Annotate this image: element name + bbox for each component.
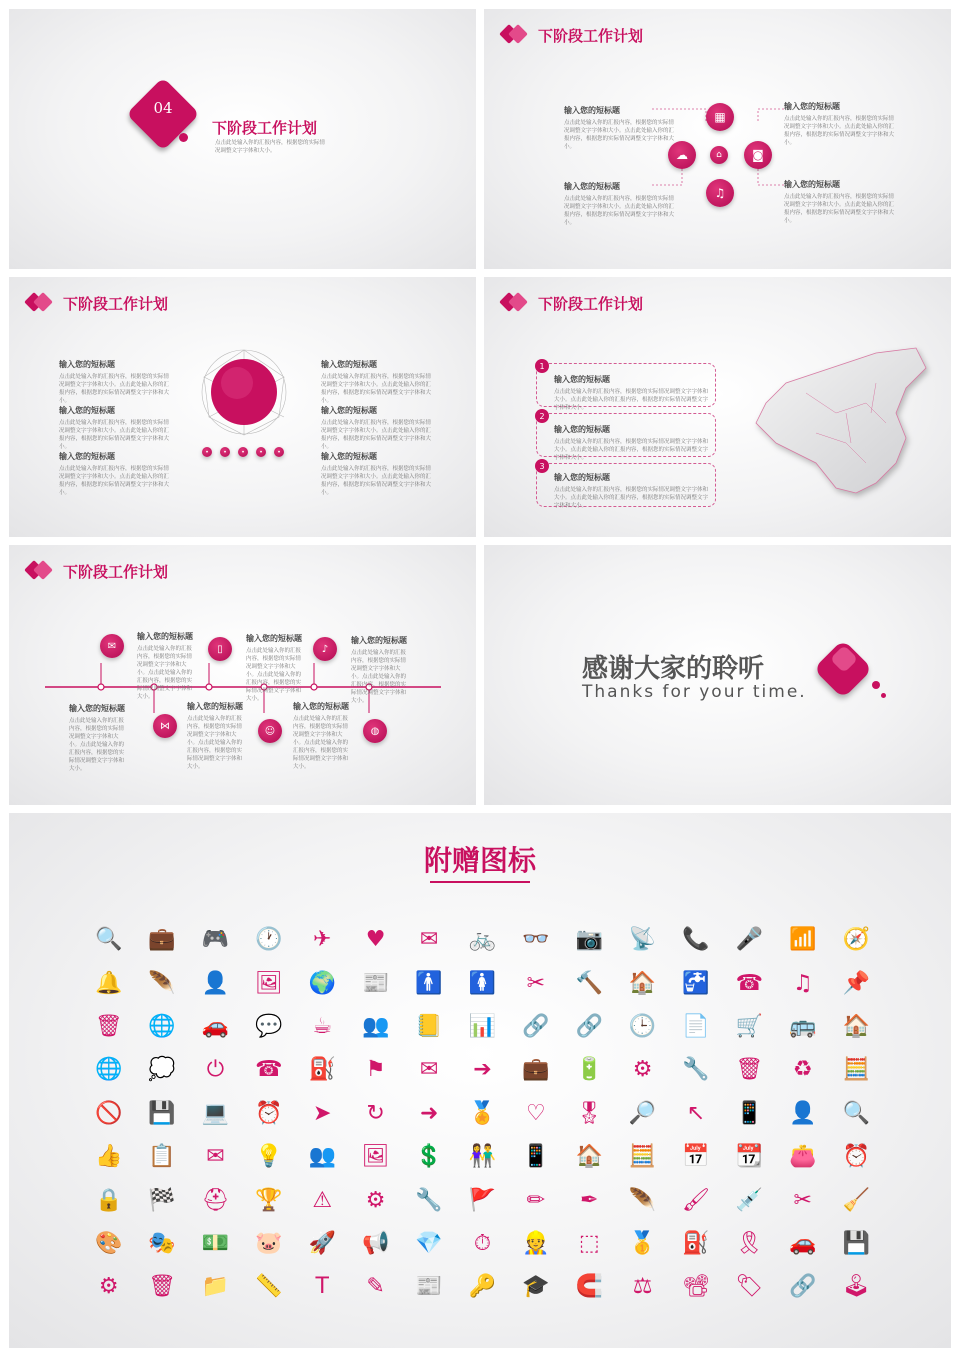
grid-icon: ➔ [473,1057,492,1083]
slide-title: 下阶段工作计划 [63,563,169,581]
mini-icon: • [256,447,266,457]
thanks-cn: 感谢大家的聆听 [582,654,765,684]
hub-center-icon: ⌂ [710,146,728,164]
grid-icon: 🔑 [468,1274,497,1300]
grid-icon: 🎮 [201,927,230,953]
timeline-phone-icon: ▯ [208,637,232,661]
grid-icon: ☎ [735,970,764,996]
grid-icon: 🔒 [94,1187,123,1213]
grid-icon: 🏠 [628,970,657,996]
grid-icon: 🚗 [201,1013,230,1039]
grid-icon: 💼 [148,927,176,953]
grid-icon: 👛 [789,1144,817,1170]
slide-plan-map[interactable] [484,277,951,537]
hub-top-icon: ▦ [706,103,734,131]
grid-icon: 🔗 [789,1274,817,1300]
grid-icon: 🎖 [575,1100,604,1126]
grid-icon: ♡ [525,1100,546,1126]
grid-icon: 🚌 [789,1013,817,1039]
grid-icon: 📷 [575,927,603,953]
grid-icon: 📽 [682,1274,710,1300]
grid-icon: 🧭 [842,927,870,953]
grid-icon: T [315,1274,329,1300]
grid-icon: 📌 [842,970,870,996]
grid-icon: ☎ [255,1057,283,1083]
icons-page-title: 附赠图标 [423,844,536,877]
grid-icon: 📰 [415,1274,443,1300]
grid-icon: 💡 [255,1144,283,1170]
grid-icon: 🖼 [254,970,283,996]
grid-icon: 🏁 [148,1187,176,1213]
slide-title: 下阶段工作计划 [538,27,644,45]
grid-icon: 👥 [308,1144,336,1170]
grid-icon: 🧹 [842,1187,870,1213]
grid-icon: 🗑 [94,1013,123,1039]
grid-icon: ✉ [206,1144,225,1170]
grid-icon: 👫 [468,1144,497,1170]
text-block-bottom-right: 输入您的短标题 点击此处输入你的汇报内容，根据您的实际情况调整文字字体和大小。点击此处输入你的汇报内容，根据您的实际情况调整文字字体和大小。 [784,180,895,224]
grid-icon: 🏠 [575,1144,603,1170]
grid-icon: 🖼 [361,1144,390,1170]
grid-icon: 🔔 [94,970,123,996]
grid-icon: 🚰 [682,970,710,996]
grid-icon: 🛒 [735,1013,764,1039]
grid-icon: 🕒 [628,1013,657,1039]
logo-icon [500,291,534,313]
grid-icon: 👤 [201,970,230,996]
mini-icon: • [202,447,212,457]
grid-icon: 🚫 [94,1100,123,1126]
grid-icon: 📡 [628,927,657,953]
grid-icon: 🧮 [842,1057,870,1083]
timeline-share-icon: ⋈ [153,714,177,738]
list-text-2: 输入您的短标题 点击此处输入你的汇报内容，根据您的实际情况调整文字字体和大小。点击此处输入你的汇报内容，根据您的实际情况调整文字字体和大小。 [554,425,709,461]
grid-icon: 🚹 [415,970,443,996]
timeline-mic-icon: ♪ [313,637,337,661]
grid-icon: 📁 [201,1274,230,1300]
mini-icon: • [220,447,230,457]
grid-icon: 💎 [415,1230,443,1256]
grid-icon: ⚙ [632,1057,653,1083]
grid-icon: ⏰ [255,1100,283,1126]
grid-icon: ⛽ [308,1057,336,1083]
grid-icon: 📊 [468,1013,497,1039]
mini-icon: • [274,447,284,457]
text-block-right-2: 输入您的短标题 点击此处输入你的汇报内容，根据您的实际情况调整文字字体和大小。点击此处输入你的汇报内容，根据您的实际情况调整文字字体和大小。 [321,406,432,450]
grid-icon: 👷 [522,1230,550,1256]
grid-icon: ✉ [419,927,439,953]
grid-icon: ♻ [792,1057,813,1083]
grid-icon: 💵 [201,1230,230,1256]
grid-icon: 💻 [201,1100,230,1126]
grid-icon: ⛽ [682,1230,710,1256]
grid-icon: 🪶 [628,1187,657,1213]
grid-icon: 🎨 [94,1230,123,1256]
slide-section-cover[interactable] [9,9,476,269]
grid-icon: 💬 [255,1013,283,1039]
grid-icon: 🌍 [308,970,336,996]
grid-icon: ⛑ [201,1187,230,1213]
grid-icon: ✈ [313,927,332,953]
grid-icon: 🚲 [468,927,497,953]
grid-icon: 📒 [415,1013,443,1039]
grid-icon: 🔍 [842,1100,870,1126]
grid-icon: 🚀 [308,1230,336,1256]
timeline-people-icon: ☺ [258,719,282,743]
grid-icon: 🔗 [575,1013,603,1039]
grid-icon: 📆 [735,1144,764,1170]
text-block-top-right: 输入您的短标题 点击此处输入你的汇报内容，根据您的实际情况调整文字字体和大小。点击此处输入你的汇报内容，根据您的实际情况调整文字字体和大小。 [784,102,895,146]
grid-icon: 📱 [735,1100,764,1126]
grid-icon: 🔍 [94,927,123,953]
grid-icon: ✂ [526,970,546,996]
grid-icon: 📢 [361,1230,390,1256]
grid-icon: 💼 [522,1057,550,1083]
grid-icon: 🧲 [575,1274,603,1300]
grid-icon: 🎤 [735,927,764,953]
timeline-text-2: 输入您的短标题 点击此处输入你的汇报内容，根据您的实际情况调整文字字体和大小。点击此处输入你的汇报内容，根据您的实际情况调整文字字体和大小。 [246,634,302,702]
grid-icon: 🗑 [735,1057,764,1083]
hub-bottom-icon: ♫ [706,179,734,207]
text-block-left-1: 输入您的短标题 点击此处输入你的汇报内容，根据您的实际情况调整文字字体和大小。点击此处输入你的汇报内容，根据您的实际情况调整文字字体和大小。 [59,360,170,404]
grid-icon: 🕹 [842,1274,871,1300]
slide-title: 下阶段工作计划 [538,295,644,313]
grid-icon: ⬚ [578,1230,600,1256]
grid-icon: 🔗 [522,1013,550,1039]
grid-icon: 📅 [682,1144,710,1170]
section-number: 04 [153,99,173,117]
grid-icon: 📶 [789,927,817,953]
grid-icon: 🔧 [682,1057,710,1083]
grid-icon: 💾 [842,1230,870,1256]
grid-icon: 📋 [148,1144,176,1170]
grid-icon: ⚙ [98,1274,119,1300]
grid-icon: ☕ [312,1013,333,1039]
grid-icon: ➜ [419,1100,439,1126]
slide-plan-sphere[interactable] [9,277,476,537]
list-number-3: 3 [535,459,549,473]
grid-icon: 💾 [148,1100,176,1126]
grid-icon: 🕐 [255,927,283,953]
grid-icon: 🌐 [148,1013,176,1039]
grid-icon: ⚑ [365,1057,386,1083]
grid-icon: 💲 [415,1144,443,1170]
timeline-mail-icon: ✉ [100,634,124,658]
grid-icon: 👓 [522,927,550,953]
grid-icon: 🗑 [148,1274,177,1300]
grid-icon: 🎗 [735,1230,764,1256]
section-title: 下阶段工作计划 [212,119,318,137]
timeline-text-1: 输入您的短标题 点击此处输入你的汇报内容，根据您的实际情况调整文字字体和大小。点击此处输入你的汇报内容，根据您的实际情况调整文字字体和大小。 [137,632,193,700]
grid-icon: 🚩 [468,1187,497,1213]
grid-icon: 🏆 [255,1187,283,1213]
hub-right-icon: ◙ [744,141,772,169]
slide-thanks[interactable] [484,545,951,805]
grid-icon: 📄 [682,1013,710,1039]
grid-icon: 🔎 [628,1100,657,1126]
badge-dot [179,133,188,142]
thanks-dot-2 [881,693,886,698]
grid-icon: 📰 [361,970,390,996]
grid-icon: 🏅 [468,1100,497,1126]
text-block-right-1: 输入您的短标题 点击此处输入你的汇报内容，根据您的实际情况调整文字字体和大小。点击此处输入你的汇报内容，根据您的实际情况调整文字字体和大小。 [321,360,432,404]
timeline-text-6: 输入您的短标题 点击此处输入你的汇报内容，根据您的实际情况调整文字字体和大小。点击此处输入你的汇报内容，根据您的实际情况调整文字字体和大小。 [293,702,349,770]
grid-icon: 🪶 [148,970,176,996]
grid-icon: ⏰ [842,1144,870,1170]
grid-icon: 🖌 [682,1187,710,1213]
grid-icon: 🎭 [148,1230,176,1256]
grid-icon: 📞 [682,927,710,953]
icons-title-underline [430,881,530,883]
slide-plan-hub[interactable] [484,9,951,269]
sphere-icon-row [202,447,284,457]
grid-icon: 📏 [255,1274,283,1300]
grid-icon: 🏠 [842,1013,870,1039]
grid-icon: 🐷 [255,1230,283,1256]
hub-left-icon: ☁ [668,141,696,169]
grid-icon: ✎ [366,1274,385,1300]
china-map [746,343,936,503]
grid-icon: ✉ [419,1057,439,1083]
text-block-top-left: 输入您的短标题 点击此处输入你的汇报内容，根据您的实际情况调整文字字体和大小。点击此处输入你的汇报内容，根据您的实际情况调整文字字体和大小。 [564,106,675,150]
slide-title: 下阶段工作计划 [63,295,169,313]
grid-icon: ✏ [526,1187,546,1213]
timeline-globe-icon: ◍ [363,719,387,743]
grid-icon: 💉 [735,1187,764,1213]
grid-icon: 👤 [789,1100,817,1126]
grid-icon: ♥ [365,927,386,953]
icon-grid [82,918,882,1309]
grid-icon: ⏱ [473,1230,492,1256]
grid-icon: 📱 [522,1144,550,1170]
grid-icon: 🚗 [789,1230,817,1256]
list-text-1: 输入您的短标题 点击此处输入你的汇报内容，根据您的实际情况调整文字字体和大小。点击此处输入你的汇报内容，根据您的实际情况调整文字字体和大小。 [554,375,709,411]
text-block-left-3: 输入您的短标题 点击此处输入你的汇报内容，根据您的实际情况调整文字字体和大小。点击此处输入你的汇报内容，根据您的实际情况调整文字字体和大小。 [59,452,170,496]
section-desc: 点击此处输入你的汇报内容，根据您的实际情况调整文字字体和大小。 [215,140,326,154]
grid-icon: 👍 [94,1144,123,1170]
grid-icon: 🔋 [575,1057,603,1083]
list-text-3: 输入您的短标题 点击此处输入你的汇报内容，根据您的实际情况调整文字字体和大小。点击此处输入你的汇报内容，根据您的实际情况调整文字字体和大小。 [554,473,709,509]
grid-icon: 🔨 [575,970,603,996]
grid-icon: 👥 [361,1013,390,1039]
timeline-text-5: 输入您的短标题 点击此处输入你的汇报内容，根据您的实际情况调整文字字体和大小。点击此处输入你的汇报内容，根据您的实际情况调整文字字体和大小。 [187,702,243,770]
grid-icon: ➤ [313,1100,332,1126]
network-sphere [199,347,289,437]
grid-icon: ↻ [366,1100,385,1126]
thanks-dot-1 [872,681,880,689]
grid-icon: 🌐 [94,1057,123,1083]
grid-icon: 🎓 [522,1274,550,1300]
grid-icon: 🏷 [735,1274,764,1300]
grid-icon: ⏻ [206,1057,225,1083]
timeline-text-3: 输入您的短标题 点击此处输入你的汇报内容，根据您的实际情况调整文字字体和大小。点击此处输入你的汇报内容，根据您的实际情况调整文字字体和大小。 [351,636,407,704]
grid-icon: ⚠ [312,1187,333,1213]
grid-icon: ✂ [793,1187,812,1213]
text-block-right-3: 输入您的短标题 点击此处输入你的汇报内容，根据您的实际情况调整文字字体和大小。点击此处输入你的汇报内容，根据您的实际情况调整文字字体和大小。 [321,452,432,496]
mini-icon: • [238,447,248,457]
grid-icon: 🧮 [628,1144,657,1170]
timeline-text-4: 输入您的短标题 点击此处输入你的汇报内容，根据您的实际情况调整文字字体和大小。点击此处输入你的汇报内容，根据您的实际情况调整文字字体和大小。 [69,704,125,772]
grid-icon: 💭 [148,1057,176,1083]
grid-icon: ⚙ [365,1187,386,1213]
thanks-en: Thanks for your time. [582,682,807,702]
grid-icon: ↖ [686,1100,706,1126]
grid-icon: ✒ [579,1187,599,1213]
slide-plan-timeline[interactable] [9,545,476,805]
logo-icon [25,291,59,313]
list-number-2: 2 [535,409,549,423]
grid-icon: 🔧 [415,1187,443,1213]
list-number-1: 1 [535,359,549,373]
grid-icon: 🥇 [628,1230,657,1256]
text-block-left-2: 输入您的短标题 点击此处输入你的汇报内容，根据您的实际情况调整文字字体和大小。点击此处输入你的汇报内容，根据您的实际情况调整文字字体和大小。 [59,406,170,450]
grid-icon: ⚖ [632,1274,653,1300]
grid-icon: 🚺 [468,970,497,996]
text-block-bottom-left: 输入您的短标题 点击此处输入你的汇报内容，根据您的实际情况调整文字字体和大小。点击此处输入你的汇报内容，根据您的实际情况调整文字字体和大小。 [564,182,675,226]
grid-icon: ♫ [792,970,813,996]
